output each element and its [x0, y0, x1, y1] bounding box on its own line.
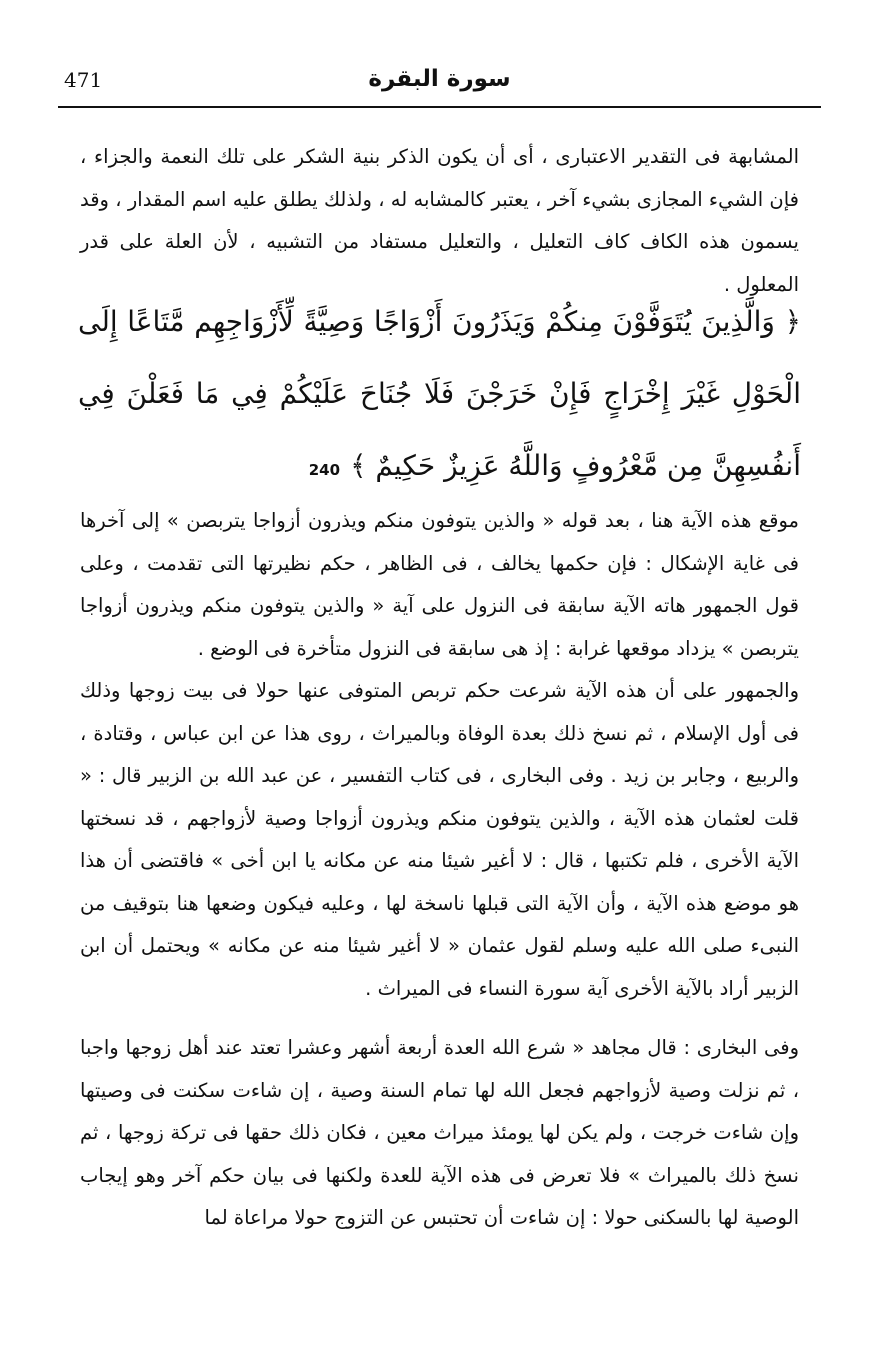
verse-text: ﴿ وَالَّذِينَ يُتَوَفَّوْنَ مِنكُمْ وَيَذَرُونَ أَزْوَاجًا وَصِيَّةً لِّأَزْوَاجِهِم مَّتَاعًا إِلَى الْحَوْلِ غَيْرَ إِخْرَاجٍ فَإِنْ خَرَجْنَ فَلَا جُنَاحَ عَلَيْكُمْ فِي مَا فَعَلْنَ فِي أَنفُسِهِنَّ مِن مَّعْرُوفٍ وَاللَّهُ عَزِيزٌ حَكِيمٌ ﴾: [78, 305, 801, 482]
running-title: سورة البقرة: [368, 66, 511, 92]
header-divider: [58, 106, 821, 108]
page-number: 471: [64, 68, 103, 92]
intro-paragraph: [80, 136, 799, 306]
commentary-block-2: [80, 1027, 799, 1240]
paragraph-majority-opinion: والجمهور على أن هذه الآية شرعت حكم تربص المتوفى عنها حولا فى بيت زوجها وذلك فى أول الإسلام ، ثم نسخ ذلك بعدة الوفاة وبالميراث ، روى هذا عن ابن عباس ، وقتادة ، والربيع ، وجابر بن زيد . وفى البخارى ، فى كتاب التفسير ، عن عبد الله بن الزبير قال : « قلت لعثمان هذه الآية ، والذين يتوفون منكم ويذرون أزواجا وصية لأزواجهم ، قد نسختها الآية الأخرى ، فلم تكتبها ، قال : لا أغير شيئا منه عن مكانه يا ابن أخى » فاقتضى أن هذا هو موضع هذه الآية ، وأن الآية التى قبلها ناسخة لها ، وعليه فيكون وضعها هنا بتوقيف من النبىء صلى الله عليه وسلم لقول عثمان « لا أغير شيئا منه عن مكانه » ويحتمل أن ابن الزبير أراد بالآية الأخرى آية سورة النساء فى الميراث .: [80, 679, 799, 1000]
paragraph-verse-position: موقع هذه الآية هنا ، بعد قوله « والذين يتوفون منكم ويذرون أزواجا يتربصن » إلى آخرها فى غاية الإشكال : فإن حكمها يخالف ، فى الظاهر ، حكم نظيرتها التى تقدمت ، وعلى قول الجمهور هاته الآية سابقة فى النزول على آية « والذين يتوفون منكم ويذرون أزواجا يتربصن » يزداد موقعها غرابة : إذ هى سابقة فى النزول متأخرة فى الوضع .: [80, 509, 799, 660]
verse-number: 240: [308, 461, 341, 479]
quran-verse: [78, 286, 801, 506]
commentary-block: [80, 500, 799, 1010]
intro-paragraph-text: المشابهة فى التقدير الاعتبارى ، أى أن يكون الذكر بنية الشكر على تلك النعمة والجزاء ، فإن الشيء المجازى بشيء آخر ، يعتبر كالمشابه له ، ولذلك يطلق عليه اسم المقدار ، وقد يسمون هذه الكاف كاف التعليل ، والتعليل مستفاد من التشبيه ، لأن العلة على قدر المعلول .: [80, 145, 799, 296]
page-header: [58, 60, 821, 104]
paragraph-bukhari-mujahid: وفى البخارى : قال مجاهد « شرع الله العدة أربعة أشهر وعشرا تعتد عند أهل زوجها واجبا ، ثم نزلت وصية لأزواجهم فجعل الله لها تمام السنة وصية ، إن شاءت سكنت فى وصيتها وإن شاءت خرجت ، ولم يكن لها يومئذ ميراث معين ، فكان ذلك حقها فى تركة زوجها ، ثم نسخ ذلك بالميراث » فلا تعرض فى هذه الآية للعدة ولكنها فى بيان حكم آخر وهو إيجاب الوصية لها بالسكنى حولا : إن شاءت أن تحتبس عن التزوج حولا مراعاة لما: [80, 1036, 799, 1229]
